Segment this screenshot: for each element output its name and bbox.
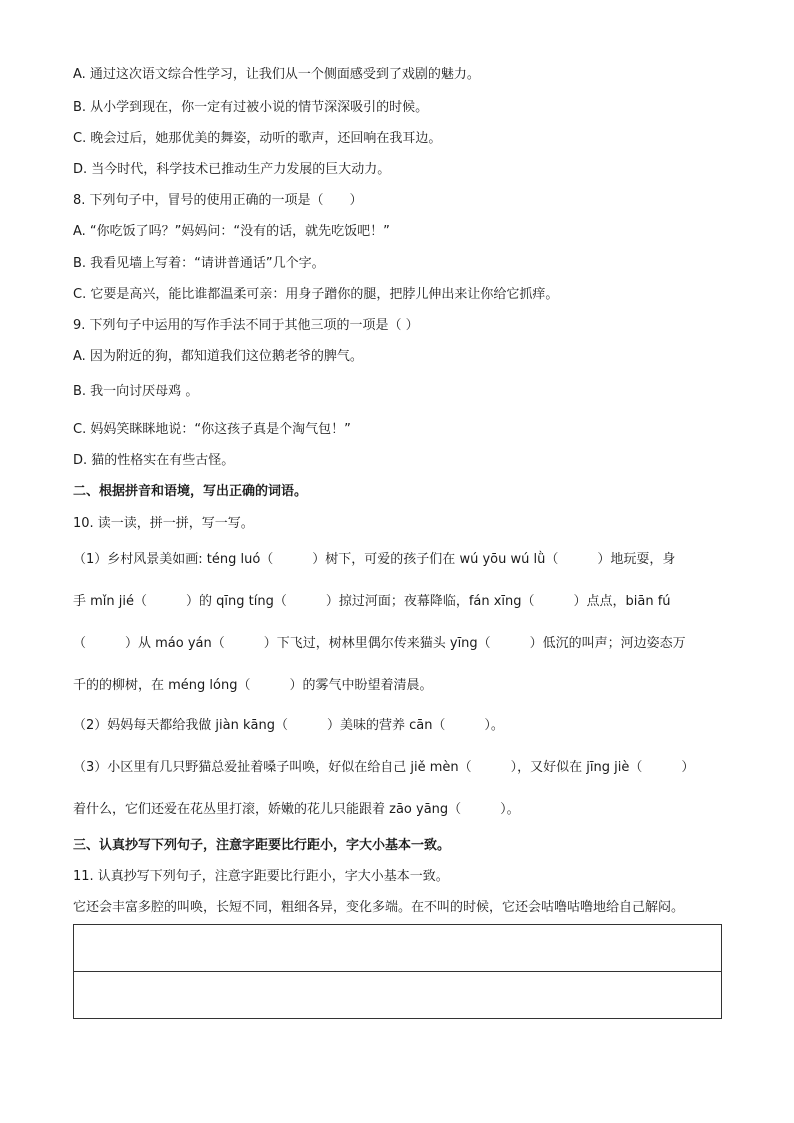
question-9-option-d: D. 猫的性格实在有些古怪。	[73, 453, 235, 468]
question-10-stem: 10. 读一读，拼一拼，写一写。	[73, 516, 254, 531]
question-8-option-c: C. 它要是高兴，能比谁都温柔可亲：用身子蹭你的腿，把脖儿伸出来让你给它抓痒。	[73, 287, 559, 302]
question-10-part-1-line-3: （ ）从 máo yán（ ）下飞过，树林里偶尔传来猫头 yīng（ ）低沉的叫声；河边姿态万	[73, 636, 686, 651]
question-10-part-1-line-2: 手 mǐn jié（ ）的 qīng tíng（ ）掠过河面；夜幕降临，fán xīng（ ）点点，biān fú	[73, 594, 671, 609]
question-9-option-a: A. 因为附近的狗，都知道我们这位鹅老爷的脾气。	[73, 349, 363, 364]
question-10-part-1-line-4: 千的的柳树，在 méng lóng（ ）的雾气中盼望着清晨。	[73, 678, 433, 693]
question-10-part-3-line-2: 着什么，它们还爱在花丛里打滚，娇嫩的花儿只能跟着 zāo yāng（ ）。	[73, 802, 520, 817]
copy-writing-box[interactable]	[73, 924, 722, 1019]
question-8-option-a: A. “你吃饭了吗？”妈妈问：“没有的话，就先吃饭吧！”	[73, 224, 390, 239]
copy-sentence: 它还会丰富多腔的叫唤，长短不同，粗细各异，变化多端。在不叫的时候，它还会咕噜咕噜地给自己解闷。	[73, 900, 685, 915]
question-9-option-b: B. 我一向讨厌母鸡 。	[73, 384, 199, 399]
question-7-option-b: B. 从小学到现在，你一定有过被小说的情节深深吸引的时候。	[73, 100, 429, 115]
question-7-option-d: D. 当今时代，科学技术已推动生产力发展的巨大动力。	[73, 162, 391, 177]
question-9-option-c: C. 妈妈笑眯眯地说：“你这孩子真是个淘气包！”	[73, 422, 351, 437]
section-2-heading: 二、根据拼音和语境，写出正确的词语。	[73, 484, 308, 499]
question-10-part-1-line-1: （1）乡村风景美如画: téng luó（ ）树下，可爱的孩子们在 wú yōu wú lǜ（ ）地玩耍，身	[73, 552, 676, 567]
question-7-option-c: C. 晚会过后，她那优美的舞姿，动听的歌声，还回响在我耳边。	[73, 131, 442, 146]
question-9-stem: 9. 下列句子中运用的写作手法不同于其他三项的一项是（ ）	[73, 318, 419, 333]
question-8-stem: 8. 下列句子中，冒号的使用正确的一项是（ ）	[73, 193, 363, 208]
question-8-option-b: B. 我看见墙上写着：“请讲普通话”几个字。	[73, 256, 325, 271]
copy-writing-box-divider	[74, 971, 721, 972]
question-11-stem: 11. 认真抄写下列句子，注意字距要比行距小，字大小基本一致。	[73, 869, 449, 884]
question-10-part-3-line-1: （3）小区里有几只野猫总爱扯着嗓子叫唤，好似在给自己 jiě mèn（ ），又好似在 jīng jiè（ ）	[73, 760, 695, 775]
question-10-part-2: （2）妈妈每天都给我做 jiàn kāng（ ）美味的营养 cān（ ）。	[73, 718, 504, 733]
question-7-option-a: A. 通过这次语文综合性学习，让我们从一个侧面感受到了戏剧的魅力。	[73, 67, 480, 82]
section-3-heading: 三、认真抄写下列句子，注意字距要比行距小，字大小基本一致。	[73, 838, 451, 853]
